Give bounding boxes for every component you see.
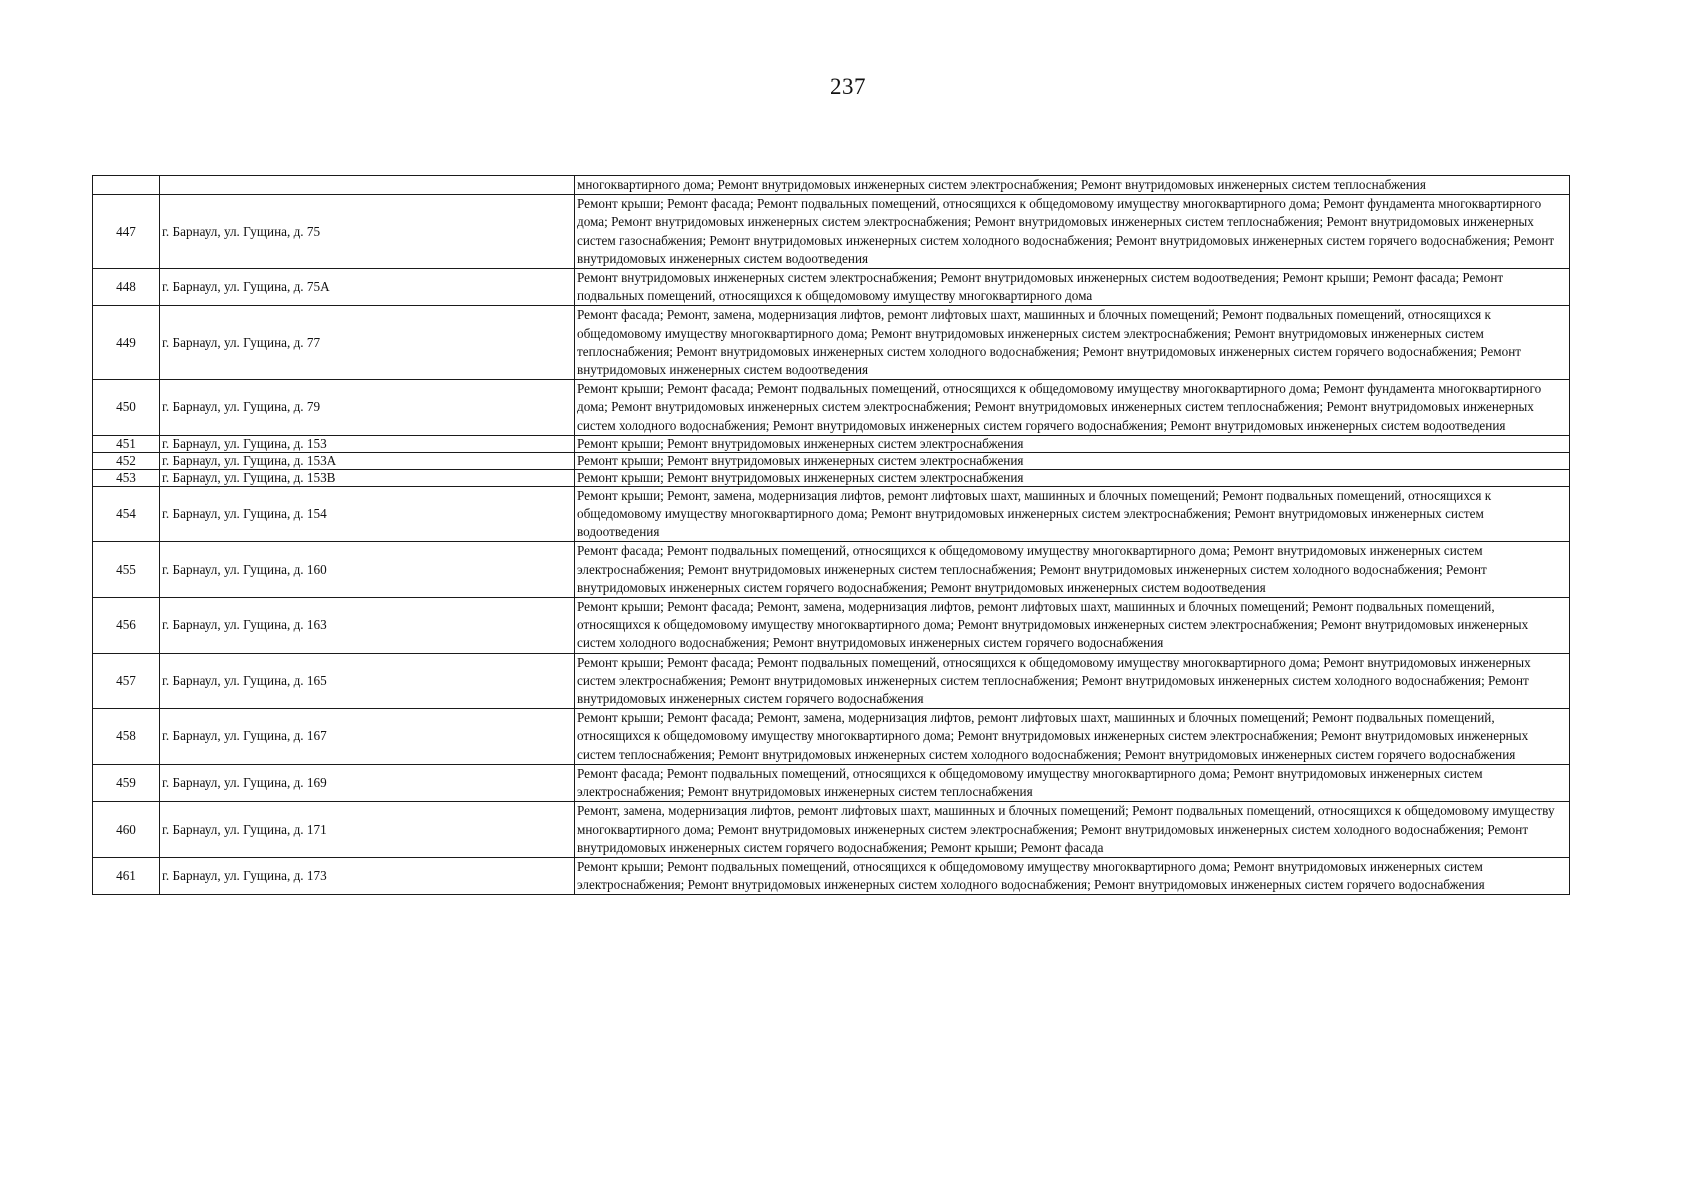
repair-works-table xyxy=(92,175,1570,895)
row-works: многоквартирного дома; Ремонт внутридомовых инженерных систем электроснабжения; Ремонт внутридомовых инженерных систем теплоснабжения xyxy=(575,176,1570,195)
row-works: Ремонт крыши; Ремонт внутридомовых инженерных систем электроснабжения xyxy=(575,469,1570,486)
row-number: 453 xyxy=(93,469,160,486)
row-address: г. Барнаул, ул. Гущина, д. 169 xyxy=(160,764,575,801)
row-address: г. Барнаул, ул. Гущина, д. 75 xyxy=(160,195,575,269)
row-works: Ремонт крыши; Ремонт, замена, модернизация лифтов, ремонт лифтовых шахт, машинных и блочных помещений; Ремонт подвальных помещений, относящихся к общедомовому имуществу многоквартирного дома; Ремонт внутридомовых инженерных систем электроснабжения; Ремонт внутридомовых инженерных систем водоотведения xyxy=(575,486,1570,542)
table-row xyxy=(93,598,1570,654)
row-address: г. Барнаул, ул. Гущина, д. 171 xyxy=(160,802,575,858)
row-number: 455 xyxy=(93,542,160,598)
row-number: 454 xyxy=(93,486,160,542)
row-number: 461 xyxy=(93,857,160,894)
row-works: Ремонт, замена, модернизация лифтов, ремонт лифтовых шахт, машинных и блочных помещений; Ремонт подвальных помещений, относящихся к общедомовому имуществу многоквартирного дома; Ремонт внутридомовых инженерных систем электроснабжения; Ремонт внутридомовых инженерных систем холодного водоснабжения; Ремонт внутридомовых инженерных систем горячего водоснабжения; Ремонт крыши; Ремонт фасада xyxy=(575,802,1570,858)
row-number: 452 xyxy=(93,452,160,469)
row-number xyxy=(93,176,160,195)
row-number: 448 xyxy=(93,269,160,306)
row-address: г. Барнаул, ул. Гущина, д. 163 xyxy=(160,598,575,654)
row-address: г. Барнаул, ул. Гущина, д. 167 xyxy=(160,709,575,765)
table-row xyxy=(93,380,1570,436)
table-row xyxy=(93,857,1570,894)
row-address: г. Барнаул, ул. Гущина, д. 75А xyxy=(160,269,575,306)
row-address: г. Барнаул, ул. Гущина, д. 153 xyxy=(160,435,575,452)
row-works: Ремонт крыши; Ремонт фасада; Ремонт подвальных помещений, относящихся к общедомовому имуществу многоквартирного дома; Ремонт внутридомовых инженерных систем электроснабжения; Ремонт внутридомовых инженерных систем теплоснабжения; Ремонт внутридомовых инженерных систем холодного водоснабжения; Ремонт внутридомовых инженерных систем горячего водоснабжения xyxy=(575,653,1570,709)
row-number: 447 xyxy=(93,195,160,269)
row-address xyxy=(160,176,575,195)
table-row xyxy=(93,452,1570,469)
row-number: 460 xyxy=(93,802,160,858)
row-works: Ремонт крыши; Ремонт внутридомовых инженерных систем электроснабжения xyxy=(575,452,1570,469)
row-address: г. Барнаул, ул. Гущина, д. 77 xyxy=(160,306,575,380)
table-row xyxy=(93,469,1570,486)
row-address: г. Барнаул, ул. Гущина, д. 153А xyxy=(160,452,575,469)
page-number: 237 xyxy=(830,74,866,99)
row-address: г. Барнаул, ул. Гущина, д. 154 xyxy=(160,486,575,542)
row-works: Ремонт крыши; Ремонт фасада; Ремонт подвальных помещений, относящихся к общедомовому имуществу многоквартирного дома; Ремонт фундамента многоквартирного дома; Ремонт внутридомовых инженерных систем электроснабжения; Ремонт внутридомовых инженерных систем теплоснабжения; Ремонт внутридомовых инженерных систем холодного водоснабжения; Ремонт внутридомовых инженерных систем горячего водоснабжения; Ремонт внутридомовых инженерных систем водоотведения xyxy=(575,380,1570,436)
row-address: г. Барнаул, ул. Гущина, д. 160 xyxy=(160,542,575,598)
table-row xyxy=(93,486,1570,542)
table-row xyxy=(93,802,1570,858)
table-row xyxy=(93,176,1570,195)
row-number: 451 xyxy=(93,435,160,452)
row-works: Ремонт фасада; Ремонт, замена, модернизация лифтов, ремонт лифтовых шахт, машинных и блочных помещений; Ремонт подвальных помещений, относящихся к общедомовому имуществу многоквартирного дома; Ремонт внутридомовых инженерных систем электроснабжения; Ремонт внутридомовых инженерных систем теплоснабжения; Ремонт внутридомовых инженерных систем холодного водоснабжения; Ремонт внутридомовых инженерных систем горячего водоснабжения; Ремонт внутридомовых инженерных систем водоотведения xyxy=(575,306,1570,380)
row-number: 456 xyxy=(93,598,160,654)
row-address: г. Барнаул, ул. Гущина, д. 173 xyxy=(160,857,575,894)
table-row xyxy=(93,306,1570,380)
row-address: г. Барнаул, ул. Гущина, д. 165 xyxy=(160,653,575,709)
row-number: 458 xyxy=(93,709,160,765)
table-row xyxy=(93,709,1570,765)
table-row xyxy=(93,435,1570,452)
table-row xyxy=(93,764,1570,801)
row-number: 459 xyxy=(93,764,160,801)
row-number: 457 xyxy=(93,653,160,709)
row-address: г. Барнаул, ул. Гущина, д. 79 xyxy=(160,380,575,436)
row-address: г. Барнаул, ул. Гущина, д. 153В xyxy=(160,469,575,486)
row-works: Ремонт внутридомовых инженерных систем электроснабжения; Ремонт внутридомовых инженерных систем водоотведения; Ремонт крыши; Ремонт фасада; Ремонт подвальных помещений, относящихся к общедомовому имуществу многоквартирного дома xyxy=(575,269,1570,306)
row-number: 449 xyxy=(93,306,160,380)
row-works: Ремонт крыши; Ремонт фасада; Ремонт, замена, модернизация лифтов, ремонт лифтовых шахт, машинных и блочных помещений; Ремонт подвальных помещений, относящихся к общедомовому имуществу многоквартирного дома; Ремонт внутридомовых инженерных систем электроснабжения; Ремонт внутридомовых инженерных систем теплоснабжения; Ремонт внутридомовых инженерных систем холодного водоснабжения; Ремонт внутридомовых инженерных систем горячего водоснабжения xyxy=(575,709,1570,765)
row-works: Ремонт крыши; Ремонт подвальных помещений, относящихся к общедомовому имуществу многоквартирного дома; Ремонт внутридомовых инженерных систем электроснабжения; Ремонт внутридомовых инженерных систем холодного водоснабжения; Ремонт внутридомовых инженерных систем горячего водоснабжения xyxy=(575,857,1570,894)
row-works: Ремонт фасада; Ремонт подвальных помещений, относящихся к общедомовому имуществу многоквартирного дома; Ремонт внутридомовых инженерных систем электроснабжения; Ремонт внутридомовых инженерных систем теплоснабжения xyxy=(575,764,1570,801)
table-row xyxy=(93,195,1570,269)
row-works: Ремонт крыши; Ремонт внутридомовых инженерных систем электроснабжения xyxy=(575,435,1570,452)
table-row xyxy=(93,269,1570,306)
table-row xyxy=(93,653,1570,709)
row-number: 450 xyxy=(93,380,160,436)
row-works: Ремонт крыши; Ремонт фасада; Ремонт, замена, модернизация лифтов, ремонт лифтовых шахт, машинных и блочных помещений; Ремонт подвальных помещений, относящихся к общедомовому имуществу многоквартирного дома; Ремонт внутридомовых инженерных систем электроснабжения; Ремонт внутридомовых инженерных систем холодного водоснабжения; Ремонт внутридомовых инженерных систем горячего водоснабжения xyxy=(575,598,1570,654)
table-row xyxy=(93,542,1570,598)
row-works: Ремонт фасада; Ремонт подвальных помещений, относящихся к общедомовому имуществу многоквартирного дома; Ремонт внутридомовых инженерных систем электроснабжения; Ремонт внутридомовых инженерных систем теплоснабжения; Ремонт внутридомовых инженерных систем холодного водоснабжения; Ремонт внутридомовых инженерных систем горячего водоснабжения; Ремонт внутридомовых инженерных систем водоотведения xyxy=(575,542,1570,598)
row-works: Ремонт крыши; Ремонт фасада; Ремонт подвальных помещений, относящихся к общедомовому имуществу многоквартирного дома; Ремонт фундамента многоквартирного дома; Ремонт внутридомовых инженерных систем электроснабжения; Ремонт внутридомовых инженерных систем теплоснабжения; Ремонт внутридомовых инженерных систем газоснабжения; Ремонт внутридомовых инженерных систем холодного водоснабжения; Ремонт внутридомовых инженерных систем горячего водоснабжения; Ремонт внутридомовых инженерных систем водоотведения xyxy=(575,195,1570,269)
